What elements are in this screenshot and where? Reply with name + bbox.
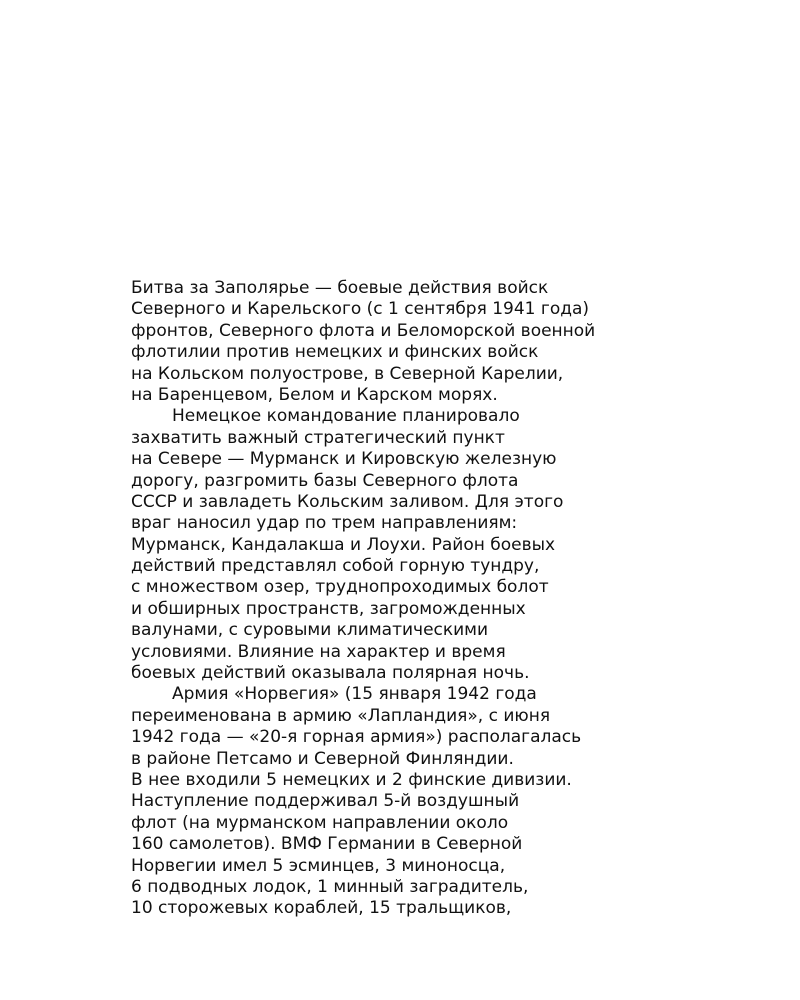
text-line: 10 сторожевых кораблей, 15 тральщиков,: [131, 898, 512, 919]
text-line: боевых действий оказывала полярная ночь.: [131, 663, 530, 684]
body-text: [131, 278, 671, 920]
text-line: на Севере — Мурманск и Кировскую железную: [131, 449, 557, 470]
text-line: 1942 года — «20-я горная армия») располагалась: [131, 727, 582, 748]
paragraph-first-line: Немецкое командование планировало: [172, 406, 520, 427]
text-line: действий представлял собой горную тундру,: [131, 556, 540, 577]
text-line: переименована в армию «Лапландия», с июня: [131, 705, 551, 726]
text-line: валунами, с суровыми климатическими: [131, 620, 489, 641]
text-line: в районе Петсамо и Северной Финляндии.: [131, 748, 514, 769]
text-line: СССР и завладеть Кольским заливом. Для этого: [131, 491, 564, 512]
text-line: условиями. Влияние на характер и время: [131, 641, 506, 662]
text-line: флотилии против немецких и финских войск: [131, 342, 539, 363]
text-line: 6 подводных лодок, 1 минный заградитель,: [131, 876, 529, 897]
text-line: флот (на мурманском направлении около: [131, 812, 509, 833]
text-line: В нее входили 5 немецких и 2 финские дивизии.: [131, 769, 572, 790]
text-line: и обширных пространств, загроможденных: [131, 598, 526, 619]
text-line: Наступление поддерживал 5-й воздушный: [131, 791, 520, 812]
text-line: Норвегии имел 5 эсминцев, 3 миноносца,: [131, 855, 506, 876]
text-line: на Кольском полуострове, в Северной Карелии,: [131, 363, 564, 384]
text-line: с множеством озер, труднопроходимых болот: [131, 577, 549, 598]
text-line: фронтов, Северного флота и Беломорской военной: [131, 320, 596, 341]
text-line: Битва за Заполярье — боевые действия войск: [131, 278, 549, 298]
text-line: враг наносил удар по трем направлениям:: [131, 513, 518, 534]
text-line: Северного и Карельского (с 1 сентября 1941 года): [131, 299, 590, 320]
paragraph-first-line: Армия «Норвегия» (15 января 1942 года: [172, 684, 537, 705]
text-line: на Баренцевом, Белом и Карском морях.: [131, 384, 498, 405]
text-line: захватить важный стратегический пункт: [131, 427, 505, 448]
text-line: дорогу, разгромить базы Северного флота: [131, 470, 519, 491]
text-line: Мурманск, Кандалакша и Лоухи. Район боевых: [131, 534, 556, 555]
text-line: 160 самолетов). ВМФ Германии в Северной: [131, 834, 523, 855]
